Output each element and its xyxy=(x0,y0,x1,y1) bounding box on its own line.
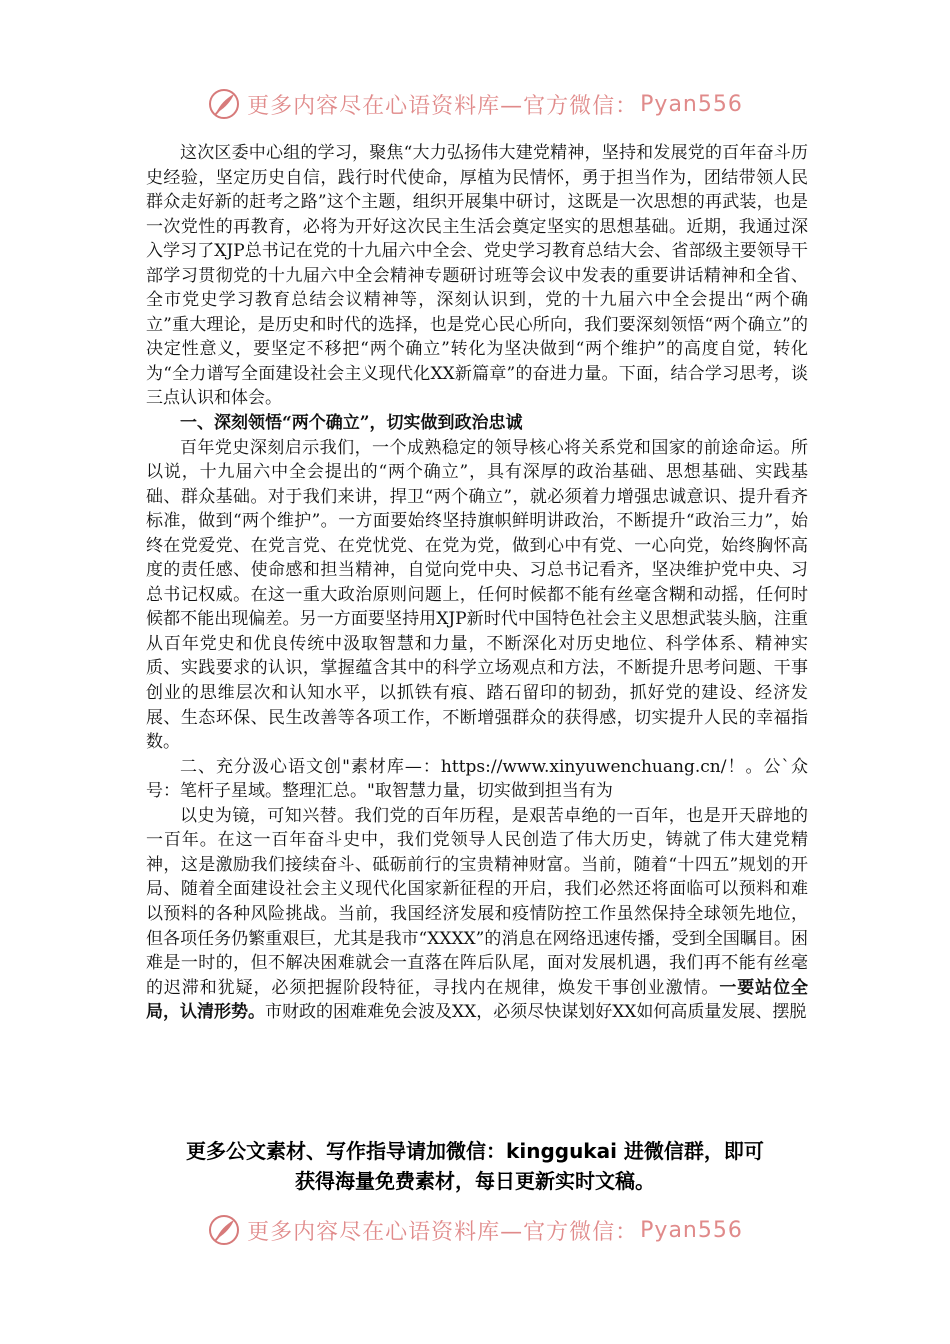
watermark-handle: Pyan556 xyxy=(640,91,743,117)
paragraph-intro: 这次区委中心组的学习，聚焦“大力弘扬伟大建党精神，坚持和发展党的百年奋斗历史经验，坚定历史自信，践行时代使命，厚植为民情怀，勇于担当作为，团结带领人民群众走好新的赶考之路”这个主题，组织开展集中研讨，这既是一次思想的再武装，也是一次党性的再教育，必将为开好这次民主生活会奠定坚实的思想基础。近期，我通过深入学习了XJP总书记在党的十九届六中全会、党史学习教育总结大会、省部级主要领导干部学习贯彻党的十九届六中全会精神专题研讨班等会议中发表的重要讲话精神和全省、全市党史学习教育总结会议精神等，深刻认识到，党的十九届六中全会提出“两个确立”重大理论，是历史和时代的选择，也是党心民心所向，我们要深刻领悟“两个确立”的决定性意义，要坚定不移把“两个确立”转化为坚决做到“两个维护”的高度自觉，转化为“全力谱写全面建设社会主义现代化XX新篇章”的奋进力量。下面，结合学习思考，谈三点认识和体会。 xyxy=(146,143,808,409)
document-body xyxy=(146,141,808,1025)
paragraph-section-2-text: 以史为镜，可知兴替。我们党的百年历程，是艰苦卓绝的一百年，也是开天辟地的一百年。在这一百年奋斗史中，我们党领导人民创造了伟大历史，铸就了伟大建党精神，这是激励我们接续奋斗、砥砺前行的宝贵精神财富。当前，随着“十四五”规划的开局、随着全面建设社会主义现代化国家新征程的开启，我们必然还将面临可以预料和难以预料的各种风险挑战。当前，我国经济发展和疫情防控工作虽然保持全球领先地位，但各项任务仍繁重艰巨，尤其是我市“XXXX”的消息在网络迅速传播，受到全国瞩目。困难是一时的，但不解决困难就会一直落在阵后队尾，面对发展机遇，我们再不能有丝毫的迟滞和犹疑，必须把握阶段特征，寻找内在规律，焕发干事创业激情。 xyxy=(146,805,808,998)
watermark-handle: Pyan556 xyxy=(640,1217,743,1243)
bold-phrase: 一要站位全局，认清形势。 xyxy=(146,977,809,1023)
quill-logo-icon xyxy=(207,1213,241,1247)
watermark-text: 更多内容尽在心语资料库—官方微信： xyxy=(247,1219,639,1245)
promo-line-1: 更多公文素材、写作指导请加微信：kinggukai 进微信群，即可 xyxy=(186,1139,764,1163)
paragraph-section-2-tail: 市财政的困难难免会波及XX，必须尽快谋划好XX如何高质量发展、摆脱 xyxy=(265,1002,807,1023)
section-heading-2: 二、充分汲心语文创"素材库—：https://www.xinyuwenchuang.cn/！。公`众号：笔杆子星域。整理汇总。"取智慧力量，切实做到担当有为 xyxy=(146,756,808,802)
promo-banner xyxy=(140,1136,810,1196)
paragraph-section-1: 百年党史深刻启示我们，一个成熟稳定的领导核心将关系党和国家的前途命运。所以说，十九届六中全会提出的“两个确立”，具有深厚的政治基础、思想基础、实践基础、群众基础。对于我们来讲，捍卫“两个确立”，就必须着力增强忠诚意识、提升看齐标准，做到“两个维护”。一方面要始终坚持旗帜鲜明讲政治，不断提升“政治三力”，始终在党爱党、在党言党、在党忧党、在党为党，做到心中有党、一心向党，始终胸怀高度的责任感、使命感和担当精神，自觉向党中央、习总书记看齐，坚决维护党中央、习总书记权威。在这一重大政治原则问题上，任何时候都不能有丝毫含糊和动摇，任何时候都不能出现偏差。另一方面要坚持用XJP新时代中国特色社会主义思想武装头脑，注重从百年党史和优良传统中汲取智慧和力量，不断深化对历史地位、科学体系、精神实质、实践要求的认识，掌握蕴含其中的科学立场观点和方法，不断提升思考问题、干事创业的思维层次和认知水平，以抓铁有痕、踏石留印的韧劲，抓好党的建设、经济发展、生态环保、民生改善等各项工作，不断增强群众的获得感，切实提升人民的幸福指数。 xyxy=(146,437,808,753)
watermark-text: 更多内容尽在心语资料库—官方微信： xyxy=(247,93,639,119)
promo-line-2: 获得海量免费素材，每日更新实时文稿。 xyxy=(295,1169,655,1193)
paragraph-section-2 xyxy=(146,804,808,1025)
quill-logo-icon xyxy=(207,87,241,121)
watermark-footer xyxy=(0,1210,950,1250)
section-heading-1: 一、深刻领悟“两个确立”，切实做到政治忠诚 xyxy=(180,413,523,434)
watermark-header xyxy=(0,84,950,124)
